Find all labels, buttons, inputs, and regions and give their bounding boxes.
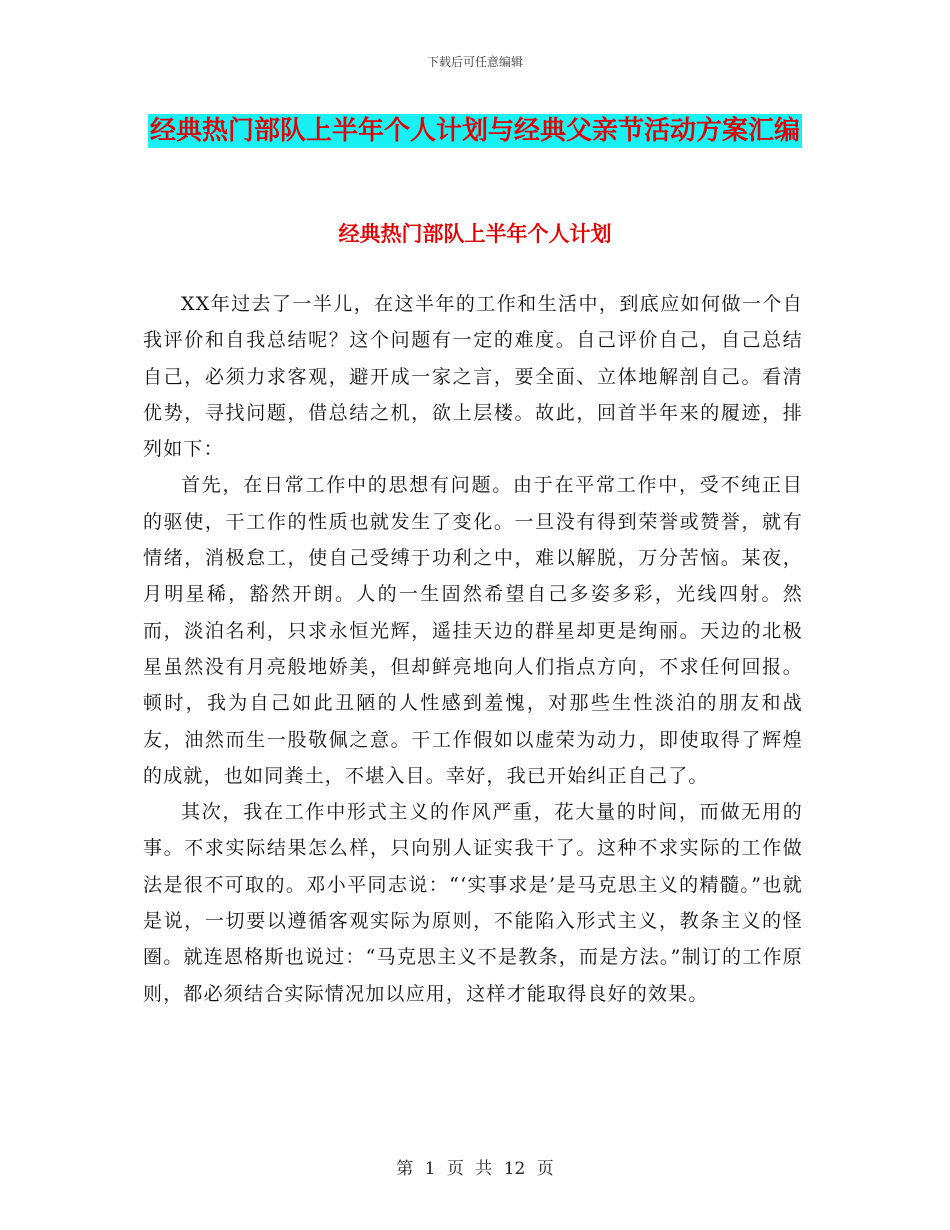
paragraph-3: 其次，我在工作中形式主义的作风严重，花大量的时间，而做无用的事。不求实际结果怎么样，只向别人证实我干了。这种不求实际的工作做法是很不可取的。邓小平同志说：“‘实事求是’是马克思主义的精髓。”也就是说，一切要以遵循客观实际为原则，不能陷入形式主义，教条主义的怪圈。就连恩格斯也说过：“马克思主义不是教条，而是方法。”制订的工作原则，都必须结合实际情况加以应用，这样才能取得良好的效果。 xyxy=(143,801,803,1005)
section-title: 经典热门部队上半年个人计划 xyxy=(338,222,612,246)
document-body xyxy=(143,286,803,1012)
paragraph-2: 首先，在日常工作中的思想有问题。由于在平常工作中，受不纯正目的驱使，干工作的性质也就发生了变化。一旦没有得到荣誉或赞誉，就有情绪，消极怠工，使自己受缚于功利之中，难以解脱，万分苦恼。某夜，月明星稀，豁然开朗。人的一生固然希望自己多姿多彩，光线四射。然而，淡泊名利，只求永恒光辉，遥挂天边的群星却更是绚丽。天边的北极星虽然没有月亮般地娇美，但却鲜亮地向人们指点方向，不求任何回报。顿时，我为自己如此丑陋的人性感到羞愧，对那些生性淡泊的朋友和战友，油然而生一股敬佩之意。干工作假如以虚荣为动力，即使取得了辉煌的成就，也如同粪土，不堪入目。幸好，我已开始纠正自己了。 xyxy=(143,474,803,787)
page-number-footer: 第 1 页 共 12 页 xyxy=(396,1159,554,1179)
document-title-text: 经典热门部队上半年个人计划与经典父亲节活动方案汇编 xyxy=(149,116,800,146)
paragraph-1: XX年过去了一半儿，在这半年的工作和生活中，到底应如何做一个自我评价和自我总结呢？这个问题有一定的难度。自己评价自己，自己总结自己，必须力求客观，避开成一家之言，要全面、立体地解剖自己。看清优势，寻找问题，借总结之机，欲上层楼。故此，回首半年来的履迹，排列如下： xyxy=(143,293,803,461)
header-note: 下载后可任意编辑 xyxy=(426,55,523,69)
document-title xyxy=(140,106,810,156)
